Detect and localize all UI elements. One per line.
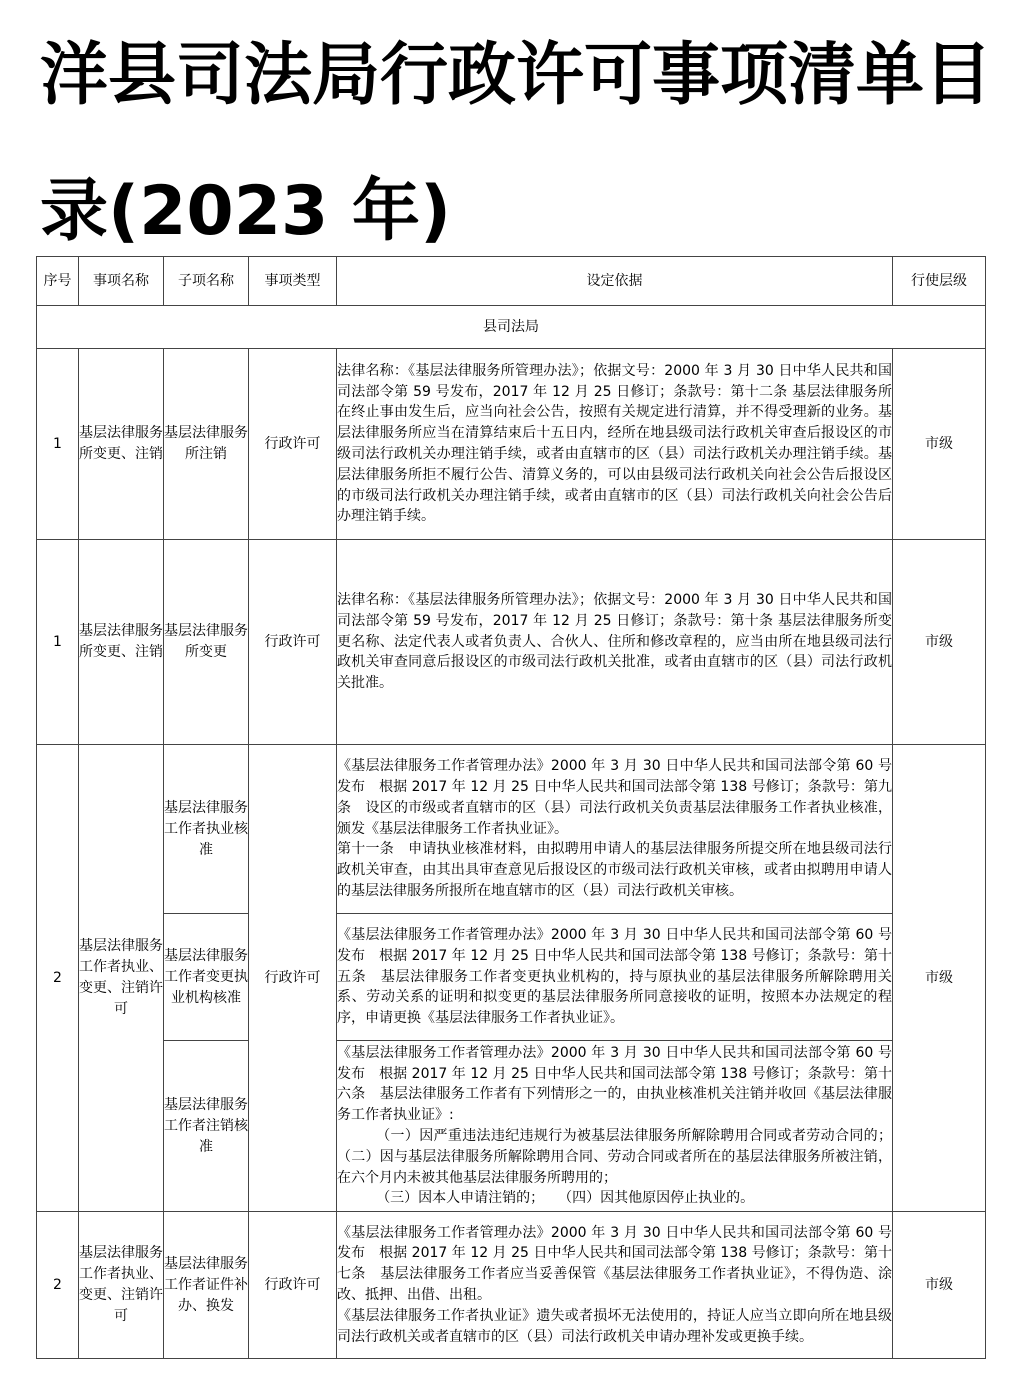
row-item-type: 行政许可 bbox=[249, 349, 337, 540]
row-exercise-level: 市级 bbox=[893, 349, 986, 540]
table-row bbox=[37, 914, 986, 1041]
row-seq: 1 bbox=[37, 540, 79, 745]
header-exercise-level: 行使层级 bbox=[893, 257, 986, 306]
row-legal-basis: 法律名称：《基层法律服务所管理办法》；依据文号：2000 年 3 月 30 日中华人民共和国司法部令第 59 号发布，2017 年 12 月 25 日修订；条款号：第十二条 基层法律服务所在终止事由发生后，应当向社会公告，按照有关规定进行清算，并不得受理新的业务。基层法律服务所应当在清算结束后十五日内，经所在地县级司法行政机关审查后报设区的市级司法行政机关办理注销手续，或者由直辖市的区（县）司法行政机关办理注销手续。基层法律服务所拒不履行公告、清算义务的，可以由县级司法行政机关向社会公告后报设区的市级司法行政机关办理注销手续，或者由直辖市的区（县）司法行政机关向社会公告后办理注销手续。 bbox=[337, 349, 893, 540]
row-sub-item-name: 基层法律服务工作者证件补办、换发 bbox=[164, 1212, 249, 1359]
basis-paragraph: 第十一条 申请执业核准材料，由拟聘用申请人的基层法律服务所提交所在地县级司法行政机关审查，由其出具审查意见后报设区的市级司法行政机关审核，或者由拟聘用申请人的基层法律服务所报所在地直辖市的区（县）司法行政机关审核。 bbox=[337, 841, 892, 899]
row-legal-basis: 《基层法律服务工作者管理办法》2000 年 3 月 30 日中华人民共和国司法部令第 60 号发布 根据 2017 年 12 月 25 日中华人民共和国司法部令第 138 号修订；条款号：第十五条 基层法律服务工作者变更执业机构的，持与原执业的基层法律服务所解除聘用关系、劳动关系的证明和拟变更的基层法律服务所同意接收的证明，按照本办法规定的程序，申请更换《基层法律服务工作者执业证》。 bbox=[337, 914, 893, 1041]
basis-paragraph: 《基层法律服务工作者执业证》遗失或者损坏无法使用的，持证人应当立即向所在地县级司法行政机关或者直辖市的区（县）司法行政机关申请办理补发或更换手续。 bbox=[337, 1307, 892, 1345]
table-row bbox=[37, 745, 986, 914]
basis-paragraph: 《基层法律服务工作者管理办法》2000 年 3 月 30 日中华人民共和国司法部令第 60 号发布 根据 2017 年 12 月 25 日中华人民共和国司法部令第 138 号修订；条款号：第十七条 基层法律服务工作者应当妥善保管《基层法律服务工作者执业证》，不得伪造、涂改、抵押、出借、出租。 bbox=[337, 1224, 892, 1303]
row-item-name: 基层法律服务工作者执业、变更、注销许可 bbox=[79, 745, 164, 1212]
table-row bbox=[37, 1041, 986, 1212]
row-sub-item-name: 基层法律服务工作者注销核准 bbox=[164, 1041, 249, 1212]
header-item-type: 事项类型 bbox=[249, 257, 337, 306]
row-item-type: 行政许可 bbox=[249, 540, 337, 745]
basis-paragraph: （一）因严重违法违纪违规行为被基层法律服务所解除聘用合同或者劳动合同的；（二）因与基层法律服务所解除聘用合同、劳动合同或者所在的基层法律服务所被注销，在六个月内未被其他基层法律服务所聘用的； bbox=[337, 1128, 892, 1186]
row-item-name: 基层法律服务工作者执业、变更、注销许可 bbox=[79, 1212, 164, 1359]
basis-paragraph: （三）因本人申请注销的； （四）因其他原因停止执业的。 bbox=[376, 1190, 755, 1207]
basis-paragraph: 《基层法律服务工作者管理办法》2000 年 3 月 30 日中华人民共和国司法部令第 60 号发布 根据 2017 年 12 月 25 日中华人民共和国司法部令第 138 号修订；条款号：第十六条 基层法律服务工作者有下列情形之一的，由执业核准机关注销并收回《基层法律服务工作者执业证》: bbox=[337, 1044, 892, 1124]
header-legal-basis: 设定依据 bbox=[337, 257, 893, 306]
table-row bbox=[37, 349, 986, 540]
row-item-name: 基层法律服务所变更、注销 bbox=[79, 349, 164, 540]
permit-list-table bbox=[36, 256, 986, 1359]
row-sub-item-name: 基层法律服务工作者执业核准 bbox=[164, 745, 249, 914]
row-legal-basis: 法律名称：《基层法律服务所管理办法》；依据文号：2000 年 3 月 30 日中华人民共和国司法部令第 59 号发布，2017 年 12 月 25 日修订；条款号：第十条 基层法律服务所变更名称、法定代表人或者负责人、合伙人、住所和修改章程的，应当由所在地县级司法行政机关审查同意后报设区的市级司法行政机关批准，或者由直辖市的区（县）司法行政机关批准。 bbox=[337, 540, 893, 745]
table-row bbox=[37, 540, 986, 745]
row-exercise-level: 市级 bbox=[893, 745, 986, 1212]
row-sub-item-name: 基层法律服务所注销 bbox=[164, 349, 249, 540]
row-sub-item-name: 基层法律服务所变更 bbox=[164, 540, 249, 745]
row-legal-basis bbox=[337, 1212, 893, 1359]
row-seq: 1 bbox=[37, 349, 79, 540]
row-item-type: 行政许可 bbox=[249, 1212, 337, 1359]
row-seq: 2 bbox=[37, 1212, 79, 1359]
page-title: 洋县司法局行政许可事项清单目录(2023 年) bbox=[40, 36, 993, 251]
header-seq: 序号 bbox=[37, 257, 79, 306]
row-seq: 2 bbox=[37, 745, 79, 1212]
header-sub-item-name: 子项名称 bbox=[164, 257, 249, 306]
row-item-type: 行政许可 bbox=[249, 745, 337, 1212]
row-legal-basis bbox=[337, 1041, 893, 1212]
table-row bbox=[37, 1212, 986, 1359]
section-row bbox=[37, 306, 986, 349]
header-item-name: 事项名称 bbox=[79, 257, 164, 306]
basis-paragraph: 《基层法律服务工作者管理办法》2000 年 3 月 30 日中华人民共和国司法部令第 60 号发布 根据 2017 年 12 月 25 日中华人民共和国司法部令第 138 号修订；条款号：第九条 设区的市级或者直辖市的区（县）司法行政机关负责基层法律服务工作者执业核准，颁发《基层法律服务工作者执业证》。 bbox=[337, 758, 892, 837]
row-exercise-level: 市级 bbox=[893, 1212, 986, 1359]
row-item-name: 基层法律服务所变更、注销 bbox=[79, 540, 164, 745]
row-sub-item-name: 基层法律服务工作者变更执业机构核准 bbox=[164, 914, 249, 1041]
section-title: 县司法局 bbox=[37, 306, 986, 349]
row-legal-basis bbox=[337, 745, 893, 914]
table-header-row bbox=[37, 257, 986, 306]
row-exercise-level: 市级 bbox=[893, 540, 986, 745]
